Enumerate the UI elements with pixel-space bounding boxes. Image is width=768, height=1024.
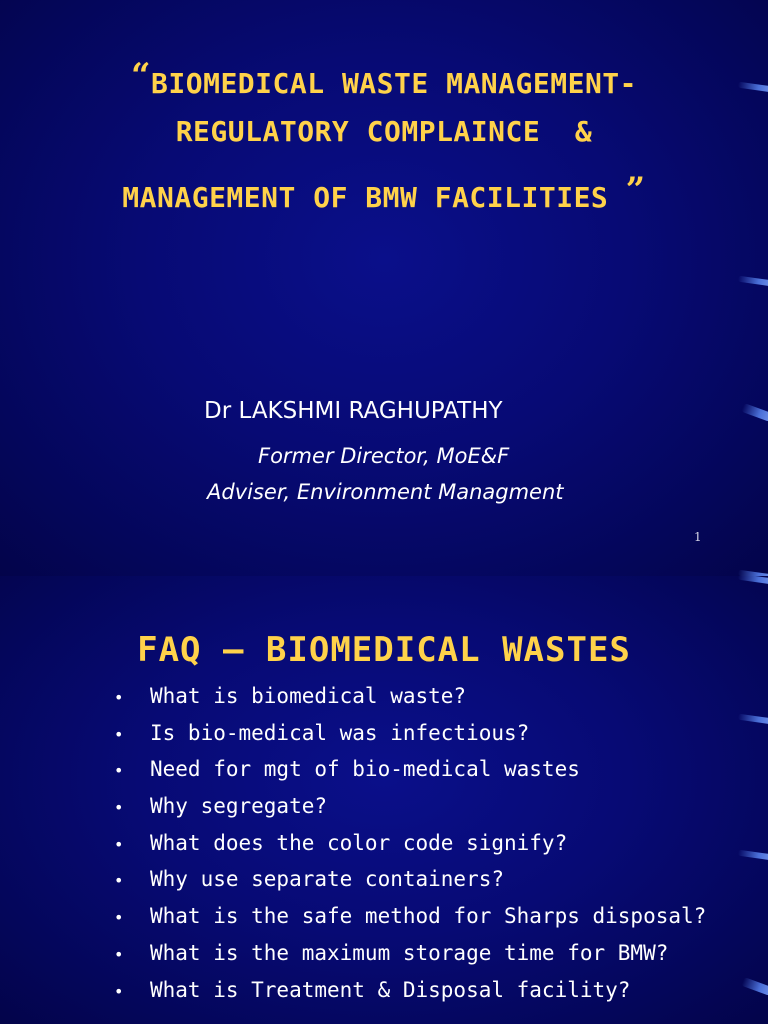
author-role-1: Former Director, MoE&F [258, 444, 510, 468]
faq-item [110, 978, 706, 1015]
open-quote: “ [130, 56, 152, 96]
faq-text: What is Treatment & Disposal facility? [150, 977, 631, 1002]
slide-title [0, 52, 768, 222]
faq-item [110, 904, 706, 941]
faq-item [110, 684, 706, 721]
slide-2 [0, 576, 768, 1024]
faq-text: What is the maximum storage time for BMW? [150, 940, 669, 965]
decorative-streak [741, 977, 768, 996]
faq-item [110, 941, 706, 978]
bullet-icon: • [114, 688, 124, 707]
title-line-1: “BIOMEDICAL WASTE MANAGEMENT- [130, 56, 638, 100]
faq-text: What is the safe method for Sharps disposal? [150, 904, 707, 929]
decorative-streak [738, 850, 768, 861]
faq-item [110, 867, 706, 904]
close-quote: ” [625, 170, 646, 210]
slide-number: 1 [694, 530, 702, 544]
bullet-icon: • [114, 944, 124, 964]
faq-list [110, 684, 706, 1014]
faq-text: Is bio-medical was infectious? [150, 720, 530, 745]
decorative-streak [738, 276, 768, 287]
decorative-streak [738, 576, 768, 584]
faq-text: Why segregate? [150, 794, 328, 819]
bullet-icon: • [114, 798, 124, 818]
bullet-icon: • [114, 724, 124, 744]
slide-title: FAQ – BIOMEDICAL WASTES [137, 630, 631, 670]
decorative-streak [738, 714, 768, 725]
bullet-icon: • [114, 981, 124, 1001]
title-line-3: MANAGEMENT OF BMW FACILITIES ” [122, 170, 646, 214]
faq-item [110, 831, 706, 868]
faq-text: Need for mgt of bio-medical wastes [150, 757, 580, 782]
author-name: Dr LAKSHMI RAGHUPATHY [204, 398, 503, 424]
title-line-2: REGULATORY COMPLAINCE & [175, 115, 593, 148]
faq-item [110, 757, 706, 794]
faq-item [110, 794, 706, 831]
decorative-streak [741, 403, 768, 422]
faq-text: Why use separate containers? [150, 867, 505, 892]
faq-text: What is biomedical waste? [150, 684, 467, 708]
faq-item [110, 721, 706, 758]
bullet-icon: • [114, 761, 124, 781]
author-role-2: Adviser, Environment Managment [207, 480, 564, 504]
bullet-icon: • [114, 908, 124, 928]
bullet-icon: • [114, 871, 124, 891]
bullet-icon: • [114, 834, 124, 854]
faq-text: What does the color code signify? [150, 830, 568, 855]
